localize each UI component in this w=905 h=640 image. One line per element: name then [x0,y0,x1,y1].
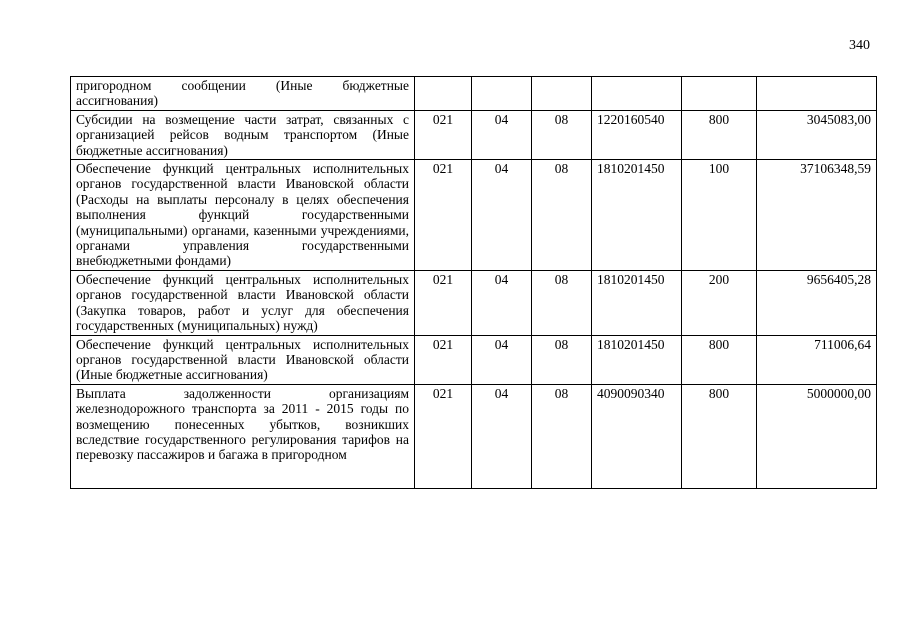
amount-value: 711006,64 [757,335,877,384]
amount-value: 5000000,00 [757,384,877,488]
expense-type-code: 800 [682,384,757,488]
target-article-code: 1810201450 [592,335,682,384]
subsection-code: 08 [532,160,592,271]
ministry-code: 021 [415,384,472,488]
amount-value: 37106348,59 [757,160,877,271]
row-description: Обеспечение функций центральных исполнительных органов государственной власти Ивановской области (Иные бюджетные ассигнования) [71,335,415,384]
subsection-code: 08 [532,335,592,384]
subsection-code: 08 [532,270,592,335]
ministry-code: 021 [415,160,472,271]
row-description: Обеспечение функций центральных исполнительных органов государственной власти Ивановской области (Расходы на выплаты персоналу в целях обеспечения выполнения функций государственными (муниципальными) органами, казенными учреждениями, органами управления государственными внебюджетными фондами) [71,160,415,271]
table-row [71,110,877,159]
ministry-code [415,77,472,111]
amount-value [757,77,877,111]
row-description: пригородном сообщении (Иные бюджетные ассигнования) [71,77,415,111]
table-row [71,160,877,271]
row-description: Выплата задолженности организациям железнодорожного транспорта за 2011 - 2015 годы по возмещению понесенных убытков, возникших вследствие государственного регулирования тарифов на перевозку пассажиров и багажа в пригородном [71,384,415,488]
ministry-code: 021 [415,335,472,384]
row-description: Обеспечение функций центральных исполнительных органов государственной власти Ивановской области (Закупка товаров, работ и услуг для обеспечения государственных (муниципальных) нужд) [71,270,415,335]
table-row [71,270,877,335]
section-code: 04 [472,160,532,271]
subsection-code: 08 [532,384,592,488]
amount-value: 3045083,00 [757,110,877,159]
table-row [71,384,877,488]
expense-type-code: 800 [682,110,757,159]
section-code: 04 [472,335,532,384]
row-description: Субсидии на возмещение части затрат, связанных с организацией рейсов водным транспортом (Иные бюджетные ассигнования) [71,110,415,159]
target-article-code: 1220160540 [592,110,682,159]
section-code: 04 [472,384,532,488]
target-article-code: 1810201450 [592,160,682,271]
expense-type-code: 100 [682,160,757,271]
ministry-code: 021 [415,270,472,335]
expense-type-code: 200 [682,270,757,335]
page-number: 340 [849,38,870,53]
section-code: 04 [472,110,532,159]
subsection-code: 08 [532,110,592,159]
ministry-code: 021 [415,110,472,159]
table-row [71,335,877,384]
target-article-code: 4090090340 [592,384,682,488]
target-article-code: 1810201450 [592,270,682,335]
expense-type-code: 800 [682,335,757,384]
table-row [71,77,877,111]
section-code: 04 [472,270,532,335]
expense-type-code [682,77,757,111]
budget-table [70,76,877,489]
subsection-code [532,77,592,111]
target-article-code [592,77,682,111]
section-code [472,77,532,111]
amount-value: 9656405,28 [757,270,877,335]
